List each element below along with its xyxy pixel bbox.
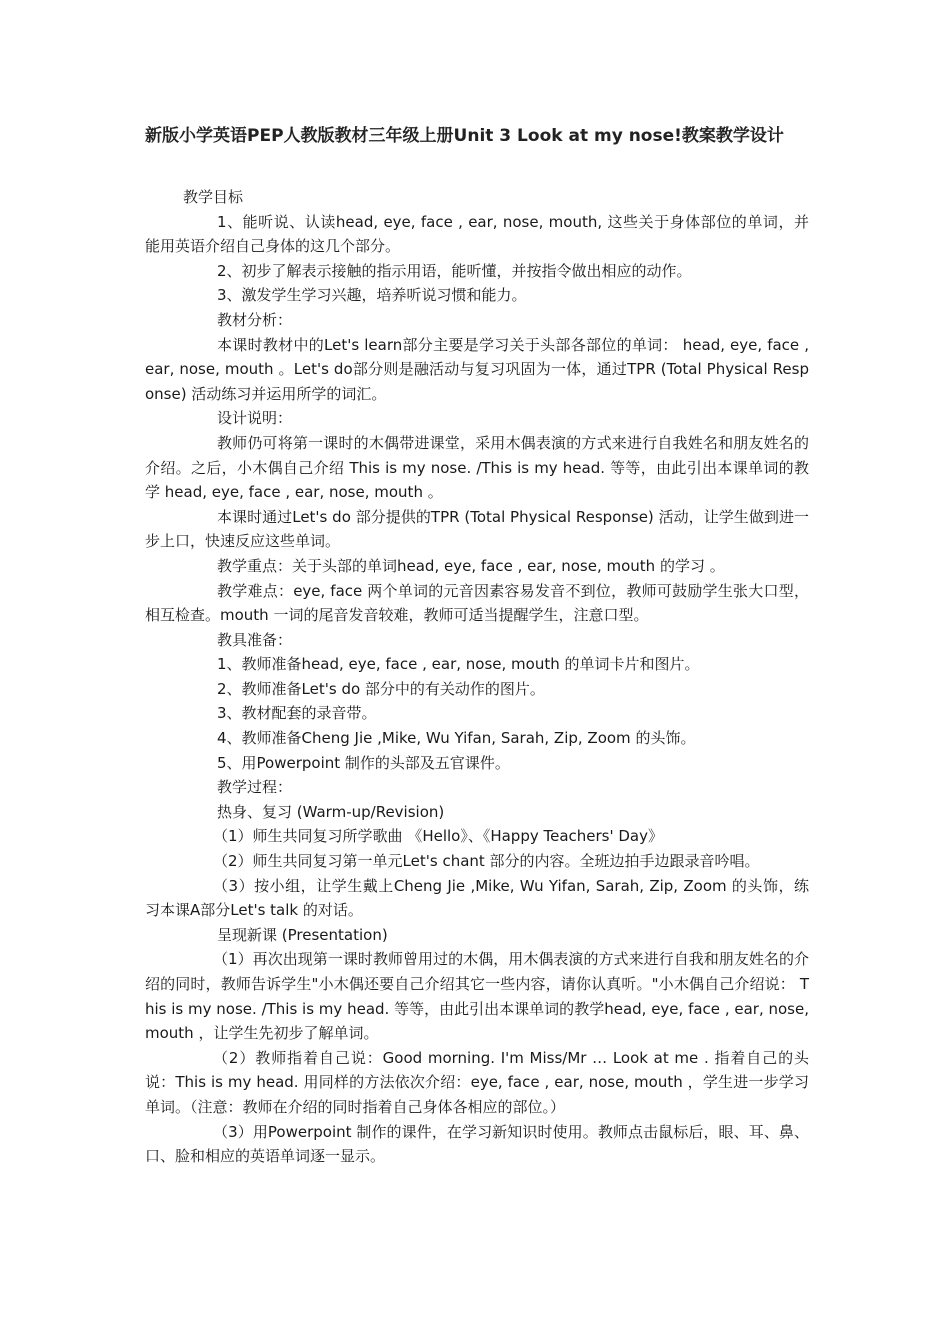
paragraph: 热身、复习 (Warm-up/Revision) bbox=[217, 802, 445, 821]
paragraph: 5、用Powerpoint 制作的头部及五官课件。 bbox=[217, 753, 510, 772]
paragraph: 教学目标 bbox=[183, 188, 244, 206]
document-body bbox=[145, 185, 809, 1169]
paragraph: 1、能听说、认读head, eye, face , ear, nose, mouth, 这些关于身体部位的单词，并能用英语介绍自己身体的这几个部分。 bbox=[145, 212, 809, 256]
document-page bbox=[145, 123, 809, 1169]
paragraph: 教学过程： bbox=[217, 778, 293, 797]
document-title: 新版小学英语PEP人教版教材三年级上册Unit 3 Look at my nose!教案教学设计 bbox=[145, 126, 784, 146]
paragraph: （3）按小组，让学生戴上Cheng Jie ,Mike, Wu Yifan, Sarah, Zip, Zoom 的头饰，练习本课A部分Let's talk 的对话。 bbox=[145, 876, 809, 920]
paragraph: 本课时通过Let's do 部分提供的TPR (Total Physical Response) 活动，让学生做到进一步上口，快速反应这些单词。 bbox=[145, 507, 809, 551]
paragraph: 本课时教材中的Let's learn部分主要是学习关于头部各部位的单词： head, eye, face , ear, nose, mouth 。Let's do部分则是融活动与复习巩固为一体，通过TPR (Total Physical Response) 活动练习并运用所学的词汇。 bbox=[145, 335, 809, 403]
paragraph: （2）师生共同复习第一单元Let's chant 部分的内容。全班边拍手边跟录音吟唱。 bbox=[213, 852, 760, 871]
paragraph: 4、教师准备Cheng Jie ,Mike, Wu Yifan, Sarah, Zip, Zoom 的头饰。 bbox=[217, 729, 696, 748]
paragraph: 1、教师准备head, eye, face , ear, nose, mouth 的单词卡片和图片。 bbox=[217, 655, 700, 674]
paragraph: 3、教材配套的录音带。 bbox=[217, 704, 377, 723]
paragraph: （2）教师指着自己说：Good morning. I'm Miss/Mr … Look at me . 指着自己的头说：This is my head. 用同样的方法依次介绍：eye, face , ear, nose, mouth ，学生进一步学习单词。（注意：教师在介绍的同时指着自己身体各相应的部位。） bbox=[145, 1048, 809, 1116]
paragraph: （1）再次出现第一课时教师曾用过的木偶，用木偶表演的方式来进行自我和朋友姓名的介绍的同时，教师告诉学生"小木偶还要自己介绍其它一些内容，请你认真听。"小木偶自己介绍说： This is my nose. /This is my head. 等等，由此引出本课单词的教学head, eye, face , ear, nose, mouth ，让学生先初步了解单词。 bbox=[145, 950, 809, 1043]
paragraph: 教具准备： bbox=[217, 630, 293, 649]
paragraph: 3、激发学生学习兴趣，培养听说习惯和能力。 bbox=[217, 286, 527, 305]
paragraph: 教师仍可将第一课时的木偶带进课堂，采用木偶表演的方式来进行自我姓名和朋友姓名的介绍。之后，小木偶自己介绍 This is my nose. /This is my head. 等等，由此引出本课单词的教学 head, eye, face , ear, nose, mouth 。 bbox=[145, 433, 809, 502]
paragraph: 教学重点：关于头部的单词head, eye, face , ear, nose, mouth 的学习 。 bbox=[217, 556, 725, 575]
paragraph: 2、教师准备Let's do 部分中的有关动作的图片。 bbox=[217, 679, 545, 698]
paragraph: 2、初步了解表示接触的指示用语，能听懂，并按指令做出相应的动作。 bbox=[217, 261, 692, 280]
paragraph: （1）师生共同复习所学歌曲 《Hello》、《Happy Teachers' Day》 bbox=[213, 827, 664, 846]
paragraph: 呈现新课 (Presentation) bbox=[217, 925, 388, 944]
paragraph: 教材分析： bbox=[217, 310, 293, 329]
paragraph: 教学难点：eye, face 两个单词的元音因素容易发音不到位，教师可鼓励学生张大口型，相互检查。mouth 一词的尾音发音较难，教师可适当提醒学生，注意口型。 bbox=[145, 581, 809, 625]
paragraph: （3）用Powerpoint 制作的课件，在学习新知识时使用。教师点击鼠标后，眼、耳、鼻、口、脸和相应的英语单词逐一显示。 bbox=[145, 1122, 809, 1166]
paragraph: 设计说明： bbox=[217, 409, 293, 428]
